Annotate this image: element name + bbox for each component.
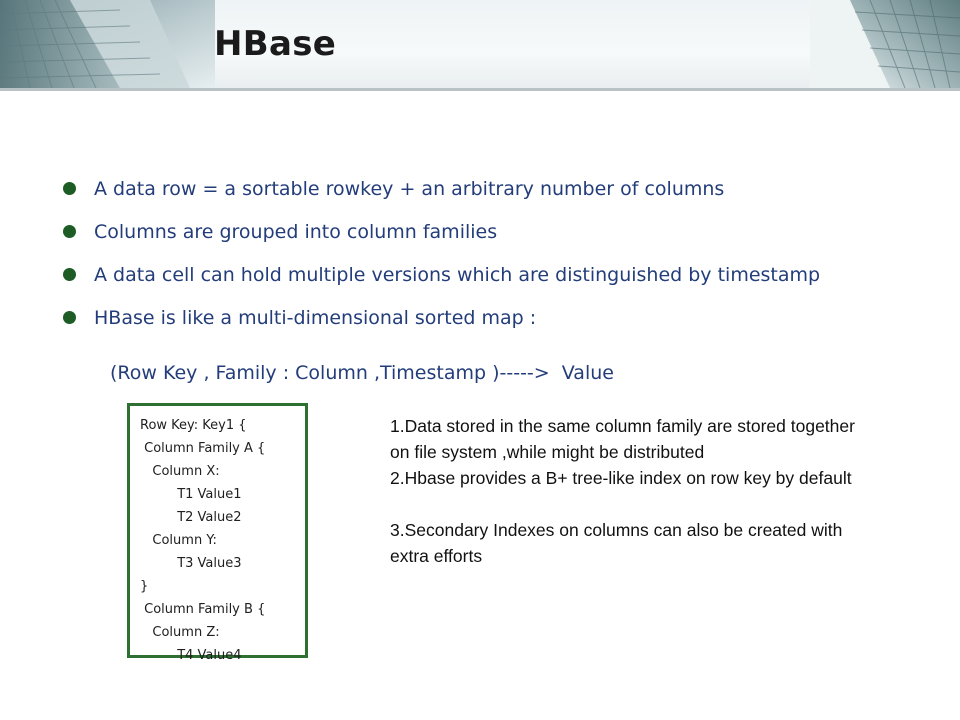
header-banner [0, 0, 960, 88]
bullet-text: A data cell can hold multiple versions which are distinguished by timestamp [94, 264, 821, 286]
bullet-item [62, 305, 822, 332]
note-item: 3.Secondary Indexes on columns can also be created with extra efforts [390, 520, 843, 566]
note-item: 2.Hbase provides a B+ tree-like index on row key by default [390, 468, 852, 488]
bullet-item [62, 219, 822, 246]
bullet-dot-icon [63, 311, 76, 324]
bullet-item [62, 176, 822, 203]
bullet-text: A data row = a sortable rowkey + an arbitrary number of columns [94, 178, 725, 200]
code-line: Row Key: Key1 { [140, 418, 247, 433]
bullet-item [62, 262, 822, 289]
slide-title: HBase [214, 24, 337, 64]
code-line: Column Family B { [140, 602, 266, 617]
code-line: T4 Value4 [140, 648, 242, 663]
row-structure-box [127, 403, 308, 663]
note-item: 1.Data stored in the same column family are stored together on file system ,while might be distributed [390, 416, 855, 462]
code-line: T1 Value1 [140, 487, 242, 502]
notes-block [390, 413, 870, 569]
building-right-image [810, 0, 960, 88]
code-line: T2 Value2 [140, 510, 242, 525]
bullet-dot-icon [63, 182, 76, 195]
code-line: Column Y: [140, 533, 217, 548]
header-divider [0, 88, 960, 91]
code-line: } [140, 579, 149, 594]
bullet-text: HBase is like a multi-dimensional sorted map : [94, 307, 537, 329]
building-left-image [0, 0, 215, 88]
code-line: Column Z: [140, 625, 220, 640]
bullet-dot-icon [63, 225, 76, 238]
bullet-list [62, 176, 822, 348]
note-spacer [390, 491, 870, 517]
code-line: Column Family A { [140, 441, 266, 456]
map-signature: (Row Key , Family : Column ,Timestamp )-----> Value [110, 362, 614, 384]
bullet-text: Columns are grouped into column families [94, 221, 498, 243]
code-line: Column X: [140, 464, 220, 479]
bullet-dot-icon [63, 268, 76, 281]
code-line: T3 Value3 [140, 556, 242, 571]
